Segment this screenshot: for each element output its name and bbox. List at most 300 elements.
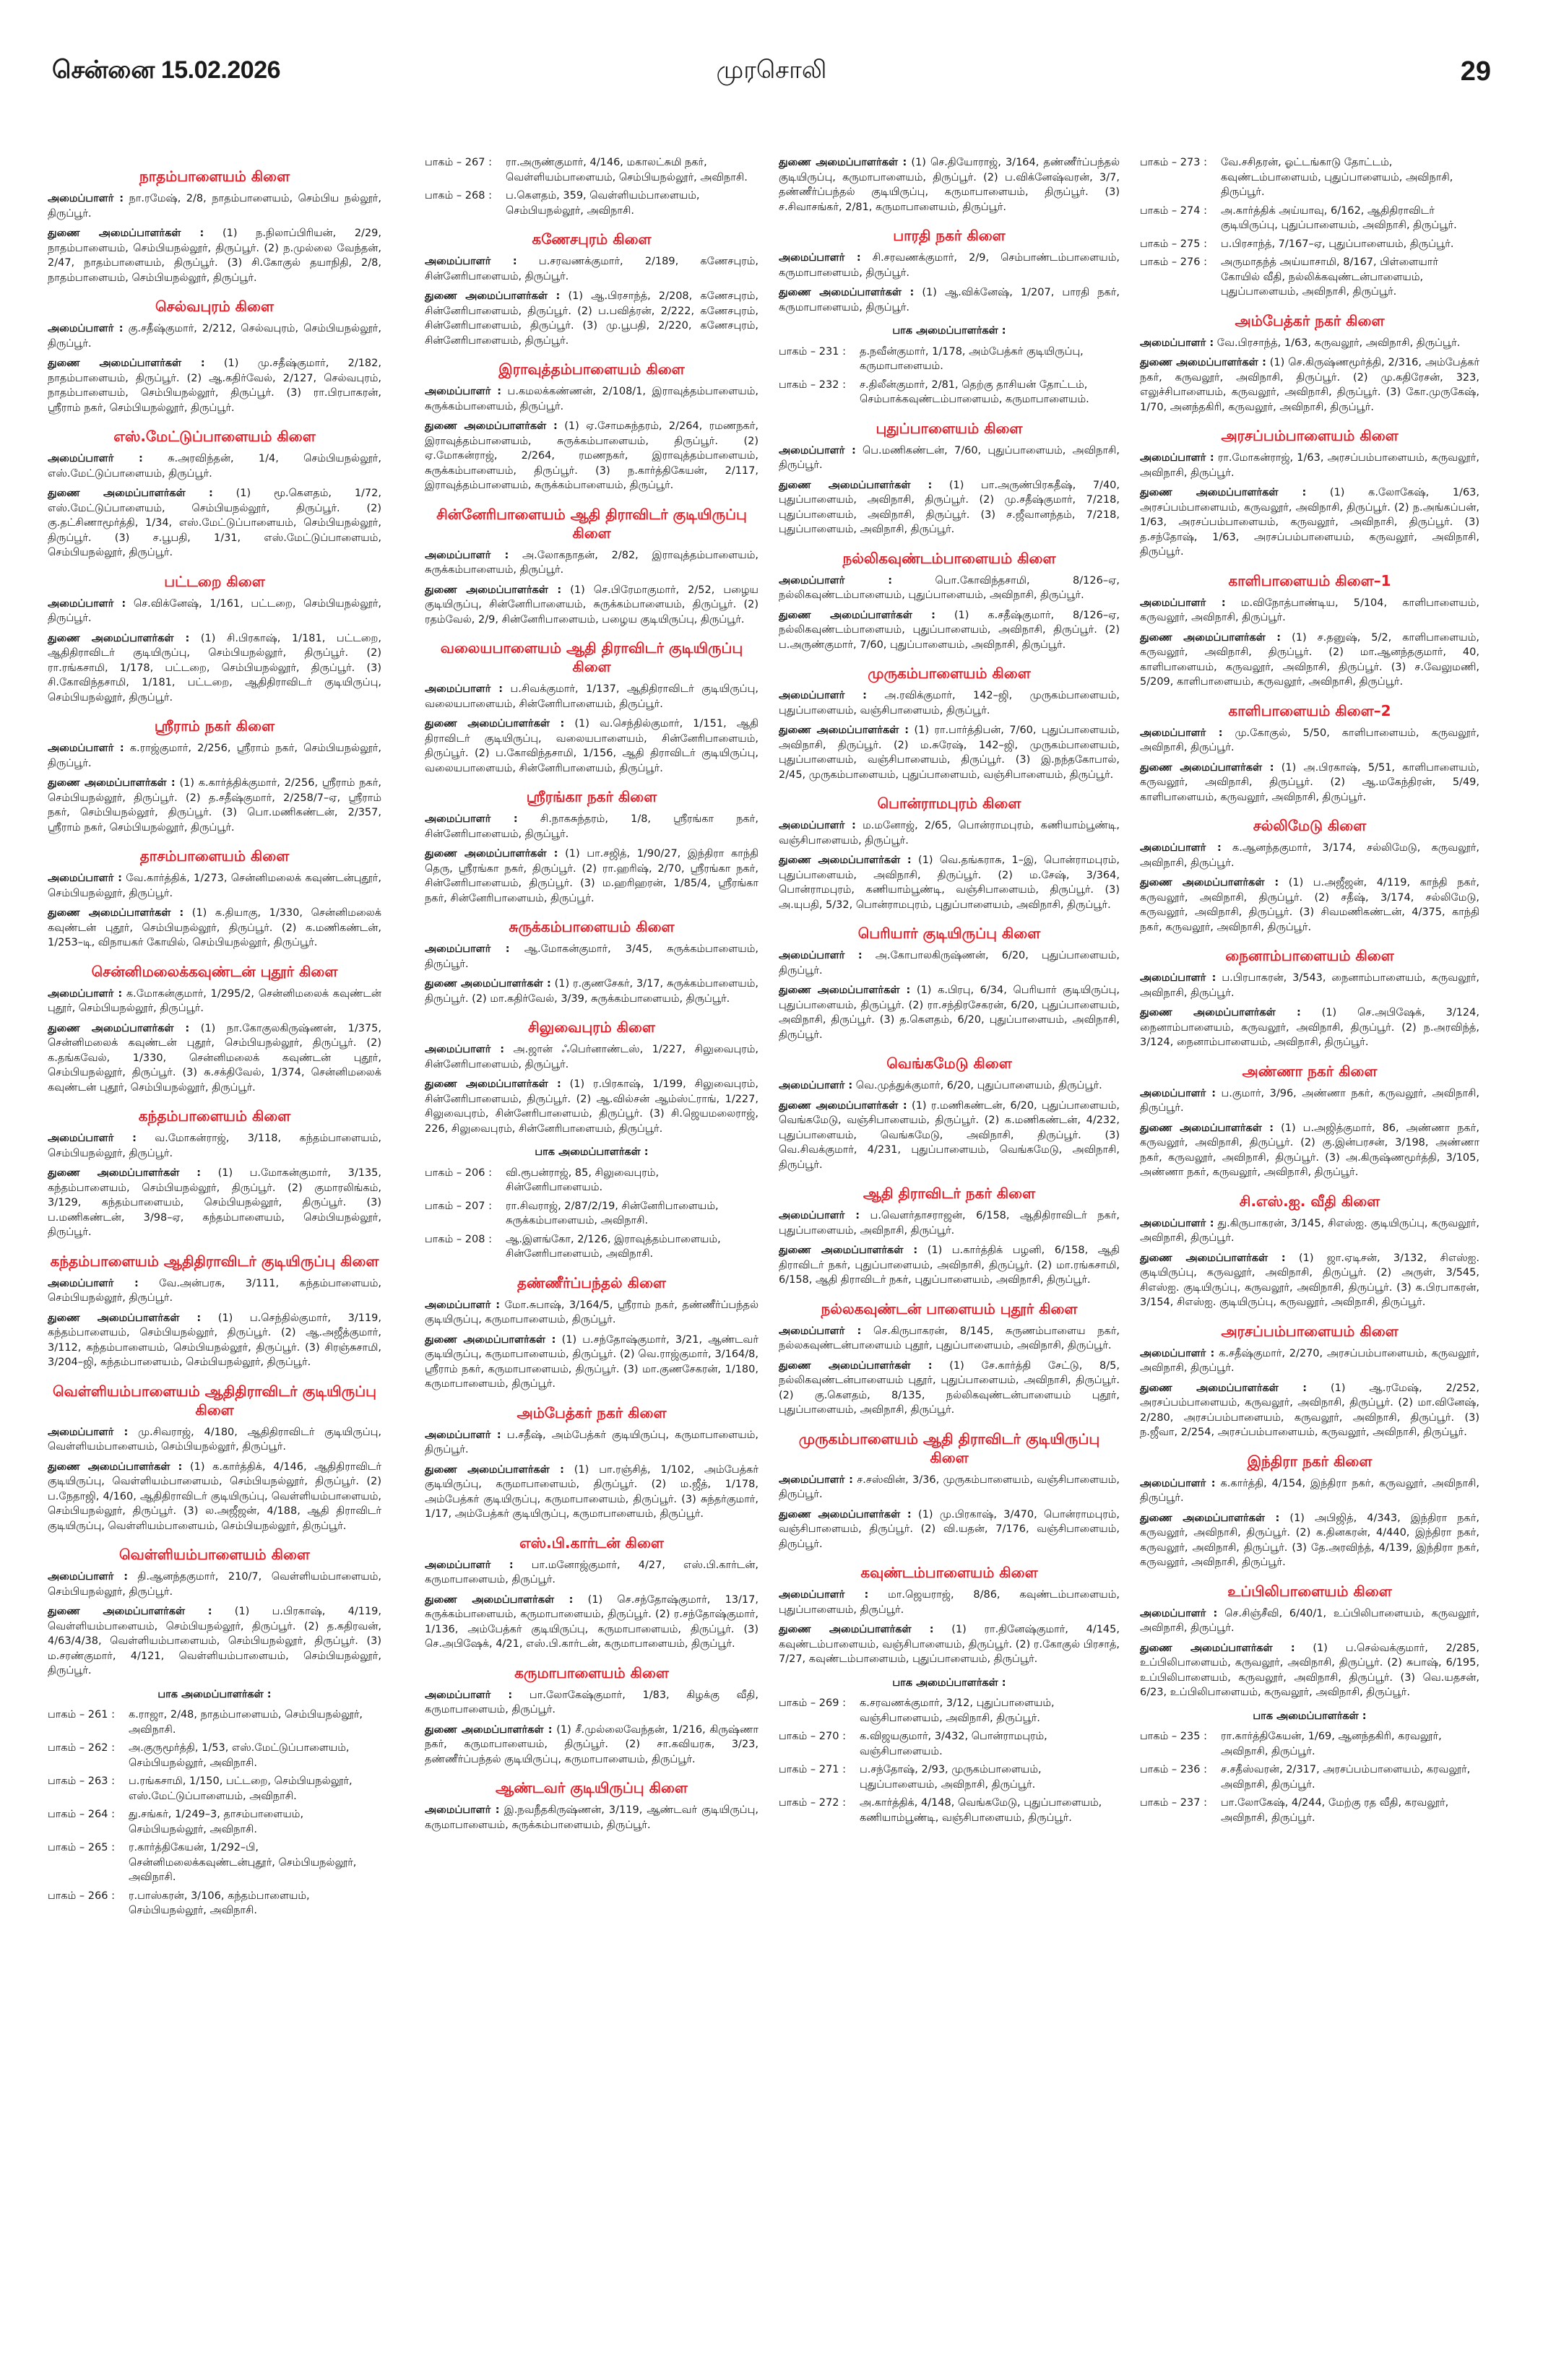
booth-number-text: பாகம் – 271 [779, 1764, 839, 1775]
entry-text: சி.நாகசுந்தரம், 1/8, ஸ்ரீரங்கா நகர், சின்னேரிபாளையம், திருப்பூர். [425, 813, 758, 840]
branch-heading: சல்லிமேடு கிளை [1253, 817, 1367, 834]
entry-label: அமைப்பாளர் : [779, 1589, 869, 1601]
organizer-entry [779, 443, 1120, 473]
entry-label: அமைப்பாளர் : [425, 1429, 501, 1441]
booth-number [1140, 255, 1221, 300]
entry-label: துணை அமைப்பாளர்கள் : [1140, 1382, 1307, 1394]
booth-number-text: பாகம் – 262 [48, 1742, 108, 1754]
deputy-organizers-entry [425, 717, 758, 776]
entry-label: துணை அமைப்பாளர்கள் : [1140, 1007, 1301, 1018]
entry-text: (1) சீ.முல்லைவேந்தன், 1/216, கிருஷ்ணா நகர், கருமாபாளையம், திருப்பூர். (2) சா.கவியரசு, 3/23, தண்ணீர்ப்பந்தல் குடியிருப்பு, கருமாபாளையம், திருப்பூர். [425, 1723, 759, 1765]
deputy-organizers-entry [48, 1311, 381, 1370]
deputy-organizers-entry [425, 977, 758, 1006]
entry-text: மோ.சுபாஷ், 3/164/5, ஸ்ரீராம் நகர், தண்ணீர்ப்பந்தல் குடியிருப்பு, கருமாபாளையம், திருப்பூர். [425, 1299, 758, 1325]
organizer-entry [425, 384, 758, 414]
booth-organizer-text: ச.திலீன்குமார், 2/81, தெற்கு தாசியன் தோட்டம், செம்பாக்கவுண்டம்பாளையம், கருமாபாளையம். [860, 378, 1089, 405]
booth-number [425, 189, 506, 218]
booth-separator: : [842, 1797, 846, 1809]
entry-text: (1) நா.கோகுலகிருஷ்ணன், 1/375, சென்னிமலைக் கவுண்டன் புதூர், செம்பியநல்லூர், திருப்பூர். (2) க.தங்கவேல், 1/330, சென்னிமலைக் கவுண்டன் புதூர், செம்பியநல்லூர், திருப்பூர். (3) சு.சக்திவேல், 1/374, சென்னிமலைக் கவுண்டன் புதூர், செம்பியநல்லூர், திருப்பூர். [48, 1022, 381, 1094]
column-2 [425, 155, 758, 1838]
deputy-organizers-entry [779, 1507, 1120, 1552]
organizer-entry [425, 942, 758, 972]
deputy-organizers-entry [48, 1604, 381, 1679]
column-3 [779, 155, 1120, 1829]
branch-heading: புதுப்பாளையம் கிளை [876, 419, 1023, 437]
booth-separator: : [842, 1764, 846, 1775]
entry-text: (1) ர.குணசேகர், 3/17, சுருக்கம்பாளையம், திருப்பூர். (2) மா.கதிர்வேல், 3/39, சுருக்கம்பாளையம், திருப்பூர். [425, 978, 759, 1005]
booth-organizer-text: ஆ.இளங்கோ, 2/126, இராவுத்தம்பாளையம், சின்னேரிபாளையம், அவிநாசி. [506, 1233, 721, 1260]
booth-separator: : [488, 190, 492, 202]
entry-text: ம.விநோத்பாண்டிய, 5/104, காளிபாளையம், கருவலூர், அவிநாசி, திருப்பூர். [1140, 597, 1480, 623]
entry-text: (1) ஆ.ரமேஷ், 2/252, அரசப்பம்பாளையம், கருவலூர், அவிநாசி, திருப்பூர். (2) மா.வினேஷ், 2/280, அரசப்பம்பாளையம், கருவலூர், அவிநாசி, திருப்பூர். (3) ந.ஜீவா, 2/254, அரசப்பம்பாளையம், கருவலூர், அவிநாசி, திருப்பூர். [1140, 1382, 1480, 1438]
branch-heading: கந்தம்பாளையம் கிளை [138, 1107, 291, 1125]
entry-label: துணை அமைப்பாளர்கள் : [48, 1022, 190, 1034]
entry-text: (1) க.பிரபு, 6/34, பெரியார் குடியிருப்பு, புதுப்பாளையம், திருப்பூர். (2) ரா.சந்திரசேகரன், 6/20, புதுப்பாளையம், அவிநாசி, திருப்பூர். (3) த.கௌதம், 6/20, புதுப்பாளையம், அவிநாசி, திருப்பூர். [779, 985, 1120, 1041]
deputy-organizers-entry [48, 906, 381, 951]
entry-label: துணை அமைப்பாளர்கள் : [425, 290, 561, 302]
deputy-organizers-entry [1140, 761, 1479, 805]
booth-organizers-heading: பாக அமைப்பாளர்கள் : [892, 1676, 1006, 1689]
entry-text: (1) மு.சதீஷ்குமார், 2/182, நாதம்பாளையம், திருப்பூர். (2) ஆ.கதிர்வேல், 2/127, செல்வபுரம், நாதம்பாளையம், செம்பியநல்லூர், திருப்பூர். (3) ரா.பிரபாகரன், ஸ்ரீராம் நகர், செம்பியநல்லூர், திருப்பூர். [48, 358, 381, 414]
organizer-entry [779, 1078, 1120, 1094]
booth-separator: : [488, 1167, 492, 1179]
booth-separator: : [111, 1809, 115, 1820]
entry-label: அமைப்பாளர் : [779, 950, 863, 961]
organizer-entry [1140, 1086, 1479, 1116]
branch-heading: வெள்ளியம்பாளையம் ஆதிதிராவிடர் குடியிருப்பு கிளை [53, 1382, 376, 1419]
deputy-organizers-entry [48, 776, 381, 835]
deputy-organizers-entry [1140, 1121, 1479, 1180]
entry-text: (1) ஆ.விக்னேஷ், 1/207, பாரதி நகர், கருமாபாளையம், திருப்பூர். [779, 287, 1120, 313]
booth-number-text: பாகம் – 208 [425, 1233, 485, 1245]
branch-heading: உப்பிலிபாளையம் கிளை [1227, 1582, 1392, 1600]
booth-number [48, 1774, 129, 1804]
booth-organizer-entry [48, 1741, 381, 1770]
branch-heading: காளிபாளையம் கிளை–1 [1228, 571, 1391, 589]
entry-label: துணை அமைப்பாளர்கள் : [1140, 877, 1279, 888]
entry-text: (1) ஆ.பிரசாந்த், 2/208, கணேசபுரம், சின்னேரிபாளையம், திருப்பூர். (2) ப.பவித்ரன், 2/222, கணேசபுரம், சின்னேரிபாளையம், திருப்பூர். (3) மு.பூபதி, 2/220, கணேசபுரம், சின்னேரிபாளையம், திருப்பூர். [425, 290, 758, 347]
entry-text: (1) செ.கிருஷ்ணமூர்த்தி, 2/316, அம்பேத்கர் நகர், கருவலூர், அவிநாசி, திருப்பூர். (2) மு.கதிரேசன், 323, எலுச்சிபாளையம், கருவலூர், அவிநாசி, திருப்பூர். (3) கோ.முருகேஷ், 1/70, அனந்தகிரி, கருவலூர், அவிநாசி, திருப்பூர். [1140, 357, 1479, 413]
entry-text: (1) ப.மோகன்குமார், 3/135, கந்தம்பாளையம், செம்பியநல்லூர், திருப்பூர். (2) குமாரலிங்கம், 3/129, கந்தம்பாளையம், செம்பியநல்லூர், திருப்பூர். (3) ப.மணிகண்டன், 3/98–ஏ, கந்தம்பாளையம், செம்பியநல்லூர், திருப்பூர். [48, 1167, 382, 1238]
organizer-entry [1140, 451, 1479, 480]
entry-text: கு.சதீஷ்குமார், 2/212, செல்வபுரம், செம்பியநல்லூர், திருப்பூர். [48, 323, 381, 350]
entry-text: (1) அபிஜித், 4/343, இந்திரா நகர், கருவலூர், அவிநாசி, திருப்பூர். (2) க.தினகரன், 4/440, இந்திரா நகர், கருவலூர், அவிநாசி, திருப்பூர். (3) தே.அரவிந்த், 4/139, இந்திரா நகர், கருவலூர், அவிநாசி, திருப்பூர். [1140, 1512, 1480, 1568]
booth-separator: : [1203, 1731, 1207, 1742]
booth-number [779, 1796, 860, 1825]
organizer-entry [779, 574, 1120, 603]
booth-separator: : [488, 1200, 492, 1212]
booth-organizer-entry [779, 378, 1120, 407]
branch-heading: சுருக்கம்பாளையம் கிளை [509, 918, 675, 935]
entry-label: துணை அமைப்பாளர்கள் : [48, 1312, 202, 1324]
entry-text: (1) அ.பிரகாஷ், 5/51, காளிபாளையம், கருவலூர், அவிநாசி, திருப்பூர். (2) ஆ.மகேந்திரன், 5/49, காளிபாளையம், கருவலூர், அவிநாசி, திருப்பூர். [1140, 761, 1479, 803]
booth-organizer-entry [779, 1729, 1120, 1759]
entry-text: (1) க.தியாகு, 1/330, சென்னிமலைக் கவுண்டன் புதூர், செம்பியநல்லூர், திருப்பூர். (2) க.மணிகண்டன், 1/253–டி, விநாயகர் கோயில், செம்பியநல்லூர், திருப்பூர். [48, 907, 381, 948]
booth-separator: : [111, 1742, 115, 1754]
branch-heading: கருமாபாளையம் கிளை [514, 1663, 669, 1682]
booth-organizer-entry [425, 1232, 758, 1262]
entry-label: அமைப்பாளர் : [48, 743, 124, 754]
branch-heading: பெரியார் குடியிருப்பு கிளை [857, 925, 1041, 942]
entry-text: சு.அரவிந்தன், 1/4, செம்பியநல்லூர், எஸ்.மேட்டுப்பாளையம், திருப்பூர். [48, 453, 381, 480]
deputy-organizers-entry [779, 1099, 1120, 1173]
booth-separator: : [842, 1731, 846, 1742]
branch-heading: அரசப்பம்பாளையம் கிளை [1221, 427, 1399, 444]
booth-number-text: பாகம் – 270 [779, 1731, 839, 1742]
deputy-organizers-entry [48, 1460, 381, 1534]
organizer-entry [779, 1324, 1120, 1354]
branch-heading: நல்லிகவுண்டம்பாளையம் கிளை [842, 549, 1056, 567]
entry-text: பெ.மணிகண்டன், 7/60, புதுப்பாளையம், அவிநாசி, திருப்பூர். [779, 444, 1120, 471]
entry-label: அமைப்பாளர் : [425, 813, 518, 825]
entry-text: ப.சரவணக்குமார், 2/189, கணேசபுரம், சின்னேரிபாளையம், திருப்பூர். [425, 256, 758, 282]
entry-label: துணை அமைப்பாளர்கள் : [1140, 761, 1274, 774]
entry-label: துணை அமைப்பாளர்கள் : [48, 907, 184, 919]
entry-label: துணை அமைப்பாளர்கள் : [1140, 1512, 1280, 1524]
entry-label: அமைப்பாளர் : [425, 1689, 513, 1701]
entry-text: (1) மூ.கௌதம், 1/72, எஸ்.மேட்டுப்பாளையம், செம்பியநல்லூர், திருப்பூர். (2) கு.தட்சிணாமூர்த்தி, 1/34, எஸ்.மேட்டுப்பாளையம், செம்பியநல்லூர், திருப்பூர். (3) ச.பூபதி, 1/31, எஸ்.மேட்டுப்பாளையம், செம்பியநல்லூர், திருப்பூர். [48, 488, 381, 558]
booth-organizer-entry [425, 155, 758, 185]
entry-label: துணை அமைப்பாளர்கள் : [1140, 1252, 1286, 1264]
organizer-entry [1140, 596, 1479, 626]
booth-organizer-entry [1140, 204, 1479, 233]
entry-label: துணை அமைப்பாளர்கள் : [425, 1078, 561, 1090]
entry-text: (1) க.லோகேஷ், 1/63, அரசப்பம்பாளையம், கருவலூர், அவிநாசி, திருப்பூர். (2) ந.அங்கப்பன், 1/63, அரசப்பம்பாளையம், கருவலூர், அவிநாசி, திருப்பூர். (3) த.சந்தோஷ், 1/63, அரசப்பம்பாளையம், கருவலூர், அவிநாசி, திருப்பூர். [1140, 487, 1480, 558]
branch-heading: எஸ்.மேட்டுப்பாளையம் கிளை [113, 428, 316, 445]
entry-label: துணை அமைப்பாளர்கள் : [779, 1624, 934, 1635]
entry-label: துணை அமைப்பாளர்கள் : [425, 1593, 574, 1606]
entry-text: க.மோகன்குமார், 1/295/2, சென்னிமலைக் கவுண்டன் புதூர், செம்பியநல்லூர், திருப்பூர். [48, 987, 381, 1014]
entry-label: துணை அமைப்பாளர்கள் : [779, 1099, 907, 1112]
booth-separator: : [111, 1842, 115, 1853]
organizer-entry [779, 1208, 1120, 1238]
booth-number [48, 1807, 129, 1837]
booth-number-text: பாகம் – 264 [48, 1809, 108, 1820]
organizer-entry [779, 1473, 1120, 1502]
booth-organizer-text: ப.பிரசாந்த், 7/167–ஏ, புதுப்பாளையம், திருப்பூர். [1221, 238, 1454, 250]
entry-text: (1) சி.பிரகாஷ், 1/181, பட்டறை, ஆதிதிராவிடர் குடியிருப்பு, செம்பியநல்லூர், திருப்பூர். (2) ரா.ரங்கசாமி, 1/178, பட்டறை, செம்பியநல்லூர், திருப்பூர். (3) சி.கோவிந்தசாமி, 1/181, பட்டறை, ஆதிதிராவிடர் குடியிருப்பு, செம்பியநல்லூர், திருப்பூர். [48, 632, 382, 704]
booth-separator: : [1203, 256, 1207, 268]
organizer-entry [1140, 726, 1479, 756]
entry-text: (1) ர.பிரகாஷ், 1/199, சிலுவைபுரம், சின்னேரிபாளையம், திருப்பூர். (2) ஆ.வில்சன் ஆம்ஸ்ட்ராங், 1/227, சிலுவைபுரம், சின்னேரிபாளையம், திருப்பூர். (3) சி.ஜெயமலைராஜ், 226, சிலுவைபுரம், சின்னேரிபாளையம், திருப்பூர். [425, 1078, 759, 1135]
booth-number [1140, 204, 1221, 233]
entry-label: துணை அமைப்பாளர்கள் : [425, 1463, 564, 1476]
entry-label: துணை அமைப்பாளர்கள் : [1140, 1642, 1295, 1654]
organizer-entry [425, 812, 758, 841]
booth-organizer-entry [1140, 155, 1479, 200]
issue-date: சென்னை 15.02.2026 [52, 56, 281, 84]
branch-heading: இராவுத்தம்பாளையம் கிளை [498, 360, 685, 378]
deputy-organizers-entry [425, 1593, 758, 1652]
organizer-entry [1140, 336, 1479, 351]
booth-organizer-text: அருமாதந்த் அய்யாசாமி, 8/167, பிள்ளையார் கோயில் வீதி, நல்லிக்கவுண்டன்பாளையம், புதுப்பாளையம், அவிநாசி, திருப்பூர். [1221, 256, 1438, 298]
deputy-organizers-entry [1140, 1641, 1479, 1700]
booth-number [48, 1708, 129, 1737]
entry-text: (1) செ.தியோராஜ், 3/164, தண்ணீர்ப்பந்தல் குடியிருப்பு, கருமாபாளையம், திருப்பூர். (2) ப.விக்னேஷ்வரன், 3/7, தண்ணீர்ப்பந்தல் குடியிருப்பு, கருமாபாளையம், திருப்பூர். (3) ச.சிவாசங்கர், 2/81, கருமாபாளையம், திருப்பூர். [779, 157, 1120, 213]
entry-label: துணை அமைப்பாளர்கள் : [779, 609, 935, 621]
entry-text: (1) செ.சந்தோஷ்குமார், 13/17, சுருக்கம்பாளையம், கருமாபாளையம், திருப்பூர். (2) ர.சந்தோஷ்குமார், 1/136, அம்பேத்கர் குடியிருப்பு, கருமாபாளையம், திருப்பூர். (3) செ.அபிஷேக், 4/21, எஸ்.பி.கார்டன், கருமாபாளையம், திருப்பூர். [425, 1593, 758, 1650]
entry-label: துணை அமைப்பாளர்கள் : [425, 848, 558, 860]
booth-organizer-text: க.விஜயகுமார், 3/432, பொன்ராமபுரம், வஞ்சிபாளையம். [860, 1731, 1047, 1757]
entry-label: அமைப்பாளர் : [425, 943, 510, 955]
entry-text: க.சதீஷ்குமார், 2/270, அரசப்பம்பாளையம், கருவலூர், அவிநாசி, திருப்பூர். [1140, 1347, 1479, 1374]
booth-organizer-entry [48, 1889, 381, 1918]
branch-heading: வலையபாளையம் ஆதி திராவிடர் குடியிருப்பு கிளை [440, 639, 743, 675]
entry-label: துணை அமைப்பாளர்கள் : [779, 1508, 912, 1520]
entry-label: அமைப்பாளர் : [1140, 727, 1223, 739]
branch-heading: அரசப்பம்பாளையம் கிளை [1221, 1322, 1399, 1340]
booth-organizer-entry [48, 1840, 381, 1885]
booth-number [1140, 1762, 1221, 1792]
entry-text: செ.சிஞ்சீவி, 6/40/1, உப்பிலிபாளையம், கருவலூர், அவிநாசி, திருப்பூர். [1140, 1607, 1479, 1634]
organizer-entry [779, 251, 1120, 280]
entry-label: அமைப்பாளர் : [48, 193, 124, 204]
entry-text: (1) ப.அஜித்குமார், 86, அண்ணா நகர், கருவலூர், அவிநாசி, திருப்பூர். (2) கு.இன்பரசன், 3/198, அண்ணா நகர், கருவலூர், அவிநாசி, திருப்பூர். (3) அ.கிருஷ்ணமூர்த்தி, 3/105, அண்ணா நகர், கருவலூர், அவிநாசி, திருப்பூர். [1140, 1122, 1479, 1178]
booth-separator: : [842, 345, 846, 358]
entry-text: (1) ஜா.ஏடிசன், 3/132, சிஎஸ்ஐ. குடியிருப்பு, கருவலூர், அவிநாசி, திருப்பூர். (2) அருள், 3/545, சிஎஸ்ஐ. குடியிருப்பு, கருவலூர், அவிநாசி, திருப்பூர். (3) க.பிரபாகரன், 3/154, சிஎஸ்ஐ. குடியிருப்பு, கருவலூர், அவிநாசி, திருப்பூர். [1140, 1252, 1479, 1308]
organizer-entry [425, 1042, 758, 1072]
booth-organizer-entry [1140, 1796, 1479, 1825]
entry-label: அமைப்பாளர் : [779, 444, 856, 456]
entry-label: அமைப்பாளர் : [48, 323, 124, 334]
branch-heading: நாதம்பாளையம் கிளை [139, 168, 290, 185]
entry-label: அமைப்பாளர் : [1140, 1087, 1216, 1099]
deputy-organizers-entry [48, 226, 381, 285]
deputy-organizers-entry [779, 1243, 1120, 1288]
entry-text: வே.பிரசாந்த், 1/63, கருவலூர், அவிநாசி, திருப்பூர். [1216, 337, 1461, 349]
branch-heading: செல்வபுரம் கிளை [155, 298, 274, 315]
booth-organizer-text: க.சரவணக்குமார், 3/12, புதுப்பாளையம், வஞ்சிபாளையம், அவிநாசி, திருப்பூர். [860, 1697, 1055, 1724]
booth-organizer-text: க.ராஜா, 2/48, நாதம்பாளையம், செம்பியநல்லூர், அவிநாசி. [129, 1709, 363, 1736]
entry-text: (1) ப.அஜீஜன், 4/119, காந்தி நகர், கருவலூர், அவிநாசி, திருப்பூர். (2) சதீஷ், 3/174, சல்லிமேடு, கருவலூர், அவிநாசி, திருப்பூர். (3) சிவமணிகண்டன், 4/375, காந்தி நகர், கருவலூர், அவிநாசி, திருப்பூர். [1140, 877, 1479, 933]
entry-text: (1) க.கார்த்திக்குமார், 2/256, ஸ்ரீராம் நகர், செம்பியநல்லூர், திருப்பூர். (2) த.சதீஷ்குமார், 2/258/7–ஏ, ஸ்ரீராம் நகர், செம்பியநல்லூர், திருப்பூர். (3) பொ.மணிகண்டன், 2/357, ஸ்ரீராம் நகர், செம்பியநல்லூர், திருப்பூர். [48, 777, 382, 834]
entry-text: (1) ஏ.சோமசுந்தரம், 2/264, ரமணநகர், இராவுத்தம்பாளையம், சுருக்கம்பாளையம், திருப்பூர். (2) ஏ.மோகன்ராஜ், 2/264, ரமணநகர், இராவுத்தம்பாளையம், சுருக்கம்பாளையம், திருப்பூர். (3) ந.கார்த்திகேயன், 2/117, இராவுத்தம்பாளையம், சுருக்கம்பாளையம், திருப்பூர். [425, 420, 759, 491]
organizer-entry [1140, 971, 1479, 1000]
deputy-organizers-entry [48, 356, 381, 415]
booth-number [779, 1762, 860, 1792]
booth-organizers-heading: பாக அமைப்பாளர்கள் : [1253, 1710, 1367, 1722]
entry-label: துணை அமைப்பாளர்கள் : [1140, 357, 1266, 368]
deputy-organizers-entry [779, 1622, 1120, 1667]
entry-text: (1) ப.பிரகாஷ், 4/119, வெள்ளியம்பாளையம், செம்பியநல்லூர், திருப்பூர். (2) த.கதிரவன், 4/63/4/38, வெள்ளியம்பாளையம், செம்பியநல்லூர், திருப்பூர். (3) ம.சரண்குமார், 4/121, வெள்ளியம்பாளையம், செம்பியநல்லூர், திருப்பூர். [48, 1606, 381, 1676]
booth-organizer-text: பா.லோகேஷ், 4/244, மேற்கு ரத வீதி, கரவலூர், அவிநாசி, திருப்பூர். [1221, 1797, 1449, 1824]
booth-number [425, 1199, 506, 1229]
booth-separator: : [111, 1775, 115, 1787]
entry-text: து.கிருபாகரன், 3/145, சிஎஸ்ஐ. குடியிருப்பு, கருவலூர், அவிநாசி, திருப்பூர். [1140, 1217, 1480, 1244]
deputy-organizers-entry [425, 1077, 758, 1136]
booth-organizer-entry [779, 1762, 1120, 1792]
organizer-entry [1140, 1346, 1479, 1376]
organizer-entry [1140, 1606, 1479, 1636]
booth-number [779, 345, 860, 374]
entry-label: அமைப்பாளர் : [48, 1133, 137, 1144]
entry-text: (1) ந.நிலாப்பிரியன், 2/29, நாதம்பாளையம், செம்பியநல்லூர், திருப்பூர். (2) ந.முல்லை வேந்தன், 2/47, நாதம்பாளையம், திருப்பூர். (3) சி.கோகுல் தயாநிதி, 2/8, நாதம்பாளையம், செம்பியநல்லூர், திருப்பூர். [48, 228, 382, 284]
entry-text: (1) சே.கார்த்தி சேட்டு, 8/5, நல்லிகவுண்டன்பாளையம் புதூர், புதுப்பாளையம், அவிநாசி, திருப்பூர். (2) கு.கௌதம், 8/135, நல்லிகவுண்டன்பாளையம் புதூர், புதுப்பாளையம், அவிநாசி, திருப்பூர். [779, 1359, 1120, 1416]
entry-label: துணை அமைப்பாளர்கள் : [48, 1461, 183, 1473]
booth-organizer-entry [48, 1708, 381, 1737]
organizer-entry [48, 741, 381, 771]
entry-label: துணை அமைப்பாளர்கள் : [425, 1723, 553, 1736]
booth-number-text: பாகம் – 275 [1140, 238, 1201, 250]
branch-heading: காளிபாளையம் கிளை–2 [1228, 701, 1391, 719]
booth-organizer-text: ப.சந்தோஷ், 2/93, முருகம்பாளையம், புதுப்பாளையம், அவிநாசி, திருப்பூர். [860, 1764, 1042, 1791]
entry-label: துணை அமைப்பாளர்கள் : [48, 228, 204, 239]
booth-number-text: பாகம் – 237 [1140, 1797, 1201, 1809]
booth-number [425, 155, 506, 185]
branch-heading: ஸ்ரீரங்கா நகர் கிளை [526, 788, 657, 805]
booth-organizer-text: ரா.சிவராஜ், 2/87/2/19, சின்னேரிபாளையம், சுருக்கம்பாளையம், அவிநாசி. [506, 1200, 719, 1226]
deputy-organizers-entry [1140, 1511, 1479, 1570]
booth-number [1140, 237, 1221, 252]
booth-number-text: பாகம் – 236 [1140, 1764, 1201, 1775]
organizer-entry [48, 597, 381, 626]
booth-organizer-text: அ.குருமூர்த்தி, 1/53, எஸ்.மேட்டுப்பாளையம், செம்பியநல்லூர், அவிநாசி. [129, 1742, 350, 1769]
entry-label: துணை அமைப்பாளர்கள் : [779, 287, 915, 298]
entry-text: க.ஆனந்தகுமார், 3/174, சல்லிமேடு, கருவலூர், அவிநாசி, திருப்பூர். [1140, 842, 1480, 869]
organizer-entry [425, 682, 758, 711]
entry-label: துணை அமைப்பாளர்கள் : [425, 978, 551, 990]
column-4 [1140, 155, 1479, 1829]
entry-text: மு.கோகுல், 5/50, காளிபாளையம், கருவலூர், அவிநாசி, திருப்பூர். [1140, 727, 1479, 753]
deputy-organizers-entry [779, 723, 1120, 782]
booth-organizer-text: ரா.கார்த்திகேயன், 1/69, ஆனந்தகிரி, கரவலூர், அவிநாசி, திருப்பூர். [1221, 1731, 1442, 1757]
booth-organizer-text: த.நவீன்குமார், 1/178, அம்பேத்கர் குடியிருப்பு, கருமாபாளையம். [860, 345, 1084, 372]
entry-text: (1) பா.அருண்பிரகதீஷ், 7/40, புதுப்பாளையம், அவிநாசி, திருப்பூர். (2) மு.சதீஷ்குமார், 7/218, புதுப்பாளையம், அவிநாசி, திருப்பூர். (3) ச.ஜீவானந்தம், 7/218, புதுப்பாளையம், அவிநாசி, திருப்பூர். [779, 479, 1120, 535]
entry-label: துணை அமைப்பாளர்கள் : [1140, 631, 1281, 644]
entry-label: துணை அமைப்பாளர்கள் : [425, 420, 558, 432]
entry-text: செ.விக்னேஷ், 1/161, பட்டறை, செம்பியநல்லூர், திருப்பூர். [48, 597, 382, 624]
entry-text: (1) ப.கார்த்திக் பழனி, 6/158, ஆதி திராவிடர் நகர், புதுப்பாளையம், அவிநாசி, திருப்பூர். (2) மா.ரங்கசாமி, 6/158, ஆதி திராவிடர் நகர், புதுப்பாளையம், அவிநாசி, திருப்பூர். [779, 1245, 1120, 1286]
organizer-entry [1140, 1476, 1479, 1506]
entry-text: (1) ர.மணிகண்டன், 6/20, புதுப்பாளையம், வெங்கமேடு, வஞ்சிபாளையம், திருப்பூர். (2) க.மணிகண்டன், 4/232, புதுப்பாளையம், வெங்கமேடு, அவிநாசி, திருப்பூர். (3) வெ.சிவக்குமார், 4/231, புதுப்பாளையம், வெங்கமேடு, அவிநாசி, திருப்பூர். [779, 1099, 1120, 1171]
booth-number [48, 1889, 129, 1918]
booth-organizer-entry [425, 189, 758, 218]
entry-label: துணை அமைப்பாளர்கள் : [1140, 1122, 1274, 1134]
deputy-organizers-entry [425, 1723, 758, 1767]
deputy-organizers-entry [779, 983, 1120, 1042]
booth-number [1140, 1729, 1221, 1759]
entry-text: சி.சரவணக்குமார், 2/9, செம்பாண்டம்பாளையம், கருமாபாளையம், திருப்பூர். [779, 252, 1120, 279]
booth-organizer-text: ரா.அருண்குமார், 4/146, மகாலட்சுமி நகர், வெள்ளியம்பாளையம், செம்பியநல்லூர், அவிநாசி. [506, 157, 748, 183]
branch-heading: சிலுவைபுரம் கிளை [528, 1018, 655, 1036]
organizer-entry [425, 1558, 758, 1588]
entry-text: ப.குமார், 3/96, அண்ணா நகர், கருவலூர், அவிநாசி, திருப்பூர். [1140, 1087, 1480, 1114]
booth-organizer-text: ர.கார்த்திகேயன், 1/292–பி, சென்னிமலைக்கவுண்டன்புதூர், செம்பியநல்லூர், அவிநாசி. [129, 1842, 357, 1883]
organizer-entry [48, 1570, 381, 1599]
booth-number-text: பாகம் – 207 [425, 1200, 485, 1212]
booth-separator: : [1203, 1764, 1207, 1775]
booth-organizer-entry [1140, 237, 1479, 252]
entry-text: அ.லோகநாதன், 2/82, இராவுத்தம்பாளையம், சுருக்கம்பாளையம், திருப்பூர். [425, 549, 758, 576]
booth-number-text: பாகம் – 235 [1140, 1731, 1201, 1742]
entry-text: மு.சிவராஜ், 4/180, ஆதிதிராவிடர் குடியிருப்பு, வெள்ளியம்பாளையம், செம்பியநல்லூர், திருப்பூர். [48, 1426, 382, 1453]
booth-number-text: பாகம் – 232 [779, 378, 839, 391]
entry-text: ரா.மோகன்ராஜ், 1/63, அரசப்பம்பாளையம், கருவலூர், அவிநாசி, திருப்பூர். [1140, 452, 1479, 479]
branch-heading: எஸ்.பி.கார்டன் கிளை [519, 1533, 664, 1552]
entry-text: செ.கிருபாகரன், 8/145, சுருணம்பாளைய நகர், நல்லகவுண்டன்பாளையம் புதூர், புதுப்பாளையம், அவிநாசி, திருப்பூர். [779, 1325, 1120, 1351]
entry-text: (1) செ.பிரேமாகுமார், 2/52, பழைய குடியிருப்பு, சின்னேரிபாளையம், சுருக்கம்பாளையம், திருப்பூர். (2) ரதம்வேல், 2/9, சின்னேரிபாளையம், பழைய குடியிருப்பு, திருப்பூர். [425, 584, 758, 626]
booth-organizer-text: ர.பாஸ்கரன், 3/106, கந்தம்பாளையம், செம்பியநல்லூர், அவிநாசி. [129, 1890, 310, 1916]
organizer-entry [425, 1428, 758, 1458]
entry-label: அமைப்பாளர் : [1140, 597, 1226, 609]
organizer-entry [48, 1131, 381, 1161]
booth-organizer-text: வி.ரூபன்ராஜ், 85, சிலுவைபுரம், சின்னேரிபாளையம். [506, 1167, 660, 1193]
entry-text: (1) மு.பிரகாஷ், 3/470, பொன்ராமபுரம், வஞ்சிபாளையம், திருப்பூர். (2) வி.யதன், 7/176, வஞ்சிபாளையம், திருப்பூர். [779, 1508, 1120, 1550]
entry-label: துணை அமைப்பாளர்கள் : [779, 724, 909, 736]
booth-number-text: பாகம் – 272 [779, 1797, 839, 1809]
booth-separator: : [842, 1697, 846, 1709]
organizer-entry [779, 1588, 1120, 1617]
booth-number-text: பாகம் – 273 [1140, 157, 1201, 168]
entry-text: ப.பிரபாகரன், 3/543, நைனாம்பாளையம், கருவலூர், அவிநாசி, திருப்பூர். [1140, 972, 1480, 999]
deputy-organizers-entry [1140, 355, 1479, 415]
booth-organizer-entry [48, 1774, 381, 1804]
branch-heading: கணேசபுரம் கிளை [532, 230, 652, 248]
entry-label: அமைப்பாளர் : [779, 820, 856, 831]
entry-text: ப.சிவக்குமார், 1/137, ஆதிதிராவிடர் குடியிருப்பு, வலையபாளையம், சின்னேரிபாளையம், திருப்பூர். [425, 683, 758, 710]
entry-text: பா.லோகேஷ்குமார், 1/83, கிழக்கு வீதி, கருமாபாளையம், திருப்பூர். [425, 1689, 758, 1715]
branch-heading: பட்டறை கிளை [164, 572, 265, 590]
booth-organizer-text: ப.கௌதம், 359, வெள்ளியம்பாளையம், செம்பியநல்லூர், அவிநாசி. [506, 190, 700, 217]
entry-label: அமைப்பாளர் : [48, 873, 122, 884]
organizer-entry [425, 1803, 758, 1832]
booth-number-text: பாகம் – 274 [1140, 204, 1201, 217]
deputy-organizers-entry [779, 478, 1120, 537]
entry-label: துணை அமைப்பாளர்கள் : [48, 358, 205, 369]
entry-label: அமைப்பாளர் : [779, 1325, 862, 1337]
entry-label: அமைப்பாளர் : [1140, 1477, 1216, 1489]
booth-separator: : [111, 1890, 115, 1902]
branch-heading: ஆண்டவர் குடியிருப்பு கிளை [496, 1779, 688, 1796]
entry-text: வெ.முத்துக்குமார், 6/20, புதுப்பாளையம், திருப்பூர். [855, 1080, 1102, 1091]
entry-label: துணை அமைப்பாளர்கள் : [48, 488, 213, 499]
booth-number [1140, 155, 1221, 200]
deputy-organizers-entry [425, 583, 758, 628]
deputy-organizers-entry [1140, 631, 1479, 690]
entry-label: துணை அமைப்பாளர்கள் : [1140, 487, 1307, 498]
booth-organizer-entry [1140, 1762, 1479, 1792]
booth-number-text: பாகம் – 266 [48, 1890, 108, 1902]
newspaper-title: முரசொலி [716, 56, 827, 84]
entry-text: அ.ரவிக்குமார், 142–ஜி, முருகம்பாளையம், புதுப்பாளையம், வஞ்சிபாளையம், திருப்பூர். [779, 690, 1120, 717]
entry-text: ப.வெளர்தாசராஜன், 6/158, ஆதிதிராவிடர் நகர், புதுப்பாளையம், அவிநாசி, திருப்பூர். [779, 1210, 1120, 1237]
entry-label: அமைப்பாளர் : [779, 1210, 860, 1221]
booth-organizer-text: ச.சதீஸ்வரன், 2/317, அரசப்பம்பாளையம், கரவலூர், அவிநாசி, திருப்பூர். [1221, 1764, 1471, 1791]
page-number: 29 [1460, 56, 1491, 87]
booth-number-text: பாகம் – 263 [48, 1775, 108, 1787]
booth-organizer-entry [779, 1696, 1120, 1726]
booth-separator: : [842, 378, 846, 391]
entry-label: துணை அமைப்பாளர்கள் : [425, 718, 565, 730]
organizer-entry [425, 254, 758, 284]
entry-label: துணை அமைப்பாளர்கள் : [48, 777, 176, 789]
deputy-organizers-entry [1140, 1005, 1479, 1050]
organizer-entry [425, 1688, 758, 1718]
entry-text: பொ.கோவிந்தசாமி, 8/126–ஏ, நல்லிகவுண்டம்பாளையம், புதுப்பாளையம், அவிநாசி, திருப்பூர். [779, 574, 1120, 601]
organizer-entry [48, 191, 381, 221]
entry-label: துணை அமைப்பாளர்கள் : [425, 1333, 556, 1346]
booth-number [779, 1729, 860, 1759]
organizer-entry [779, 818, 1120, 848]
entry-text: ஆ.மோகன்குமார், 3/45, சுருக்கம்பாளையம், திருப்பூர். [425, 943, 759, 970]
booth-number [425, 1166, 506, 1195]
entry-text: இ.நவநீதகிருஷ்ணன், 3/119, ஆண்டவர் குடியிருப்பு, கருமாபாளையம், சுருக்கம்பாளையம், திருப்பூர். [425, 1804, 758, 1831]
booth-organizer-entry [1140, 255, 1479, 300]
booth-separator: : [1203, 238, 1207, 250]
entry-label: துணை அமைப்பாளர்கள் : [779, 1245, 918, 1256]
booth-organizer-entry [779, 1796, 1120, 1825]
column-1 [48, 155, 381, 1922]
